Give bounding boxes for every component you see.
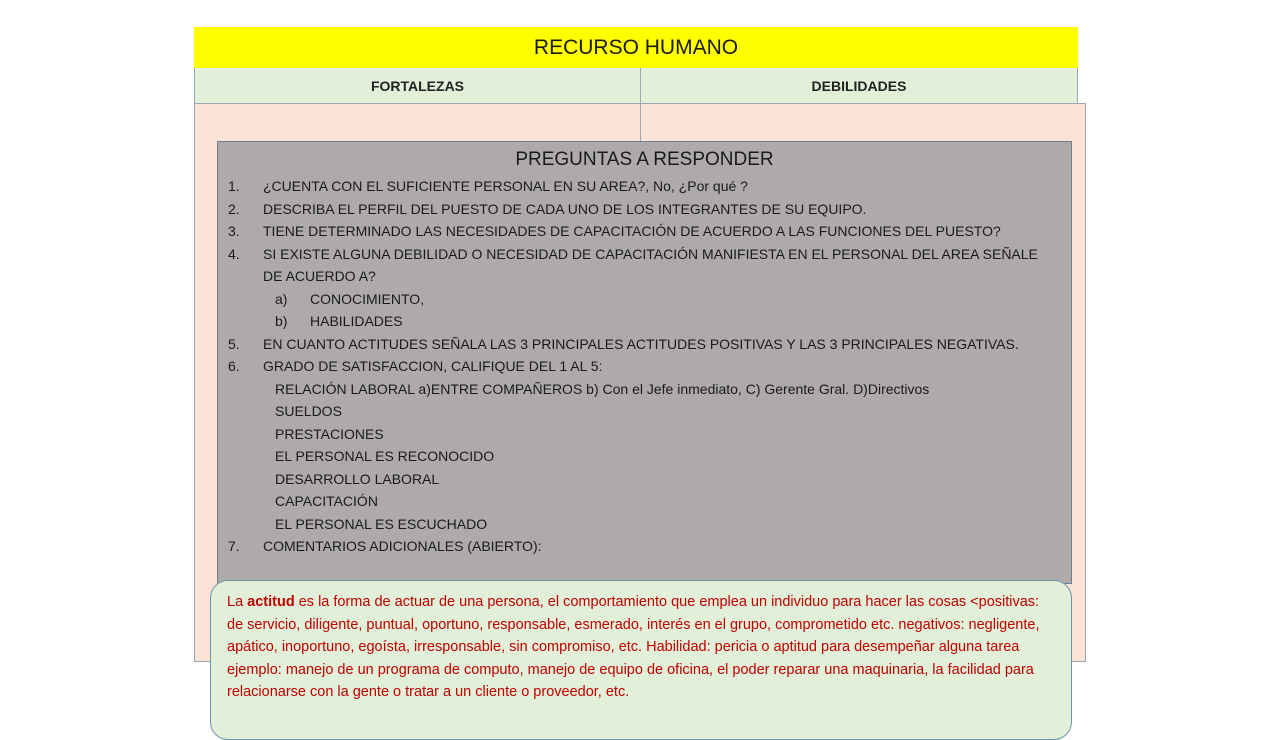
- note-prefix: La: [227, 594, 248, 610]
- satisfaction-item: CAPACITACIÓN: [275, 493, 378, 509]
- subitem-letter: b): [275, 313, 288, 329]
- satisfaction-item: DESARROLLO LABORAL: [275, 470, 440, 487]
- definition-note: [210, 580, 1072, 740]
- question-number: 4.: [228, 245, 240, 262]
- question-text: GRADO DE SATISFACCION, CALIFIQUE DEL 1 AL 5:: [263, 358, 603, 374]
- note-text: es la forma de actuar de una persona, el comportamiento que emplea un individuo para hacer las cosas <positivas: de servicio, diligente, puntual, oportuno, responsable, esmerado, interés en el grupo, comprometido etc. negativos: negligente, apático, inoportuno, egoísta, irresponsable, sin compromiso, etc. Habilidad: pericia o aptitud para desempeñar alguna tarea ejemplo: manejo de un programa de computo, manejo de equipo de oficina, el poder reparar una maquinaria, la facilidad para relacionarse con la gente o tratar a un cliente o proveedor, etc.: [227, 594, 1040, 700]
- questions-list: [228, 175, 1061, 558]
- question-text: COMENTARIOS ADICIONALES (ABIERTO):: [263, 538, 542, 554]
- question-number: 2.: [228, 200, 240, 217]
- satisfaction-item: EL PERSONAL ES RECONOCIDO: [275, 448, 495, 464]
- question-text: TIENE DETERMINADO LAS NECESIDADES DE CAPACITACIÓN DE ACUERDO A LAS FUNCIONES DEL PUESTO?: [263, 223, 1001, 239]
- question-number: 6.: [228, 358, 240, 374]
- question-item: [228, 355, 1061, 378]
- question-text: EN CUANTO ACTITUDES SEÑALA LAS 3 PRINCIPALES ACTITUDES POSITIVAS Y LAS 3 PRINCIPALES NEGATIVAS.: [263, 335, 1019, 352]
- question-text: ¿CUENTA CON EL SUFICIENTE PERSONAL EN SU AREA?, No, ¿Por qué ?: [263, 178, 748, 194]
- questions-title: PREGUNTAS A RESPONDER: [515, 149, 774, 170]
- question-number: 1.: [228, 178, 240, 194]
- subitem-text: CONOCIMIENTO,: [310, 290, 425, 307]
- questions-panel: [217, 141, 1072, 584]
- subitem-text: HABILIDADES: [310, 313, 403, 329]
- question-text: DESCRIBA EL PERFIL DEL PUESTO DE CADA UNO DE LOS INTEGRANTES DE SU EQUIPO.: [263, 200, 867, 217]
- column-divider: [640, 103, 641, 143]
- satisfaction-item: EL PERSONAL ES ESCUCHADO: [275, 515, 488, 532]
- question-number: 3.: [228, 223, 240, 239]
- question-item: [228, 198, 1061, 221]
- strengths-header: FORTALEZAS: [195, 68, 641, 103]
- question-item: [228, 220, 1061, 243]
- weaknesses-header: DEBILIDADES: [641, 68, 1077, 103]
- satisfaction-item: RELACIÓN LABORAL a)ENTRE COMPAÑEROS b) Con el Jefe inmediato, C) Gerente Gral. D)Directivos: [275, 380, 930, 397]
- satisfaction-item: SUELDOS: [275, 403, 342, 419]
- question-item: [228, 243, 1061, 288]
- note-keyword: actitud: [247, 594, 295, 610]
- page-title: RECURSO HUMANO: [194, 27, 1078, 69]
- swot-header-row: [194, 68, 1078, 103]
- question-subitem: [228, 288, 1061, 311]
- question-item: [228, 175, 1061, 198]
- question-item: [228, 535, 1061, 558]
- question-number: 7.: [228, 538, 240, 554]
- question-text: SI EXISTE ALGUNA DEBILIDAD O NECESIDAD DE CAPACITACIÓN MANIFIESTA EN EL PERSONAL DEL AREA SEÑALE DE ACUERDO A?: [263, 245, 1038, 284]
- question-subitem: [228, 310, 1061, 333]
- subitem-letter: a): [275, 290, 288, 307]
- question-item: [228, 333, 1061, 356]
- question-number: 5.: [228, 335, 240, 352]
- satisfaction-item: PRESTACIONES: [275, 425, 384, 442]
